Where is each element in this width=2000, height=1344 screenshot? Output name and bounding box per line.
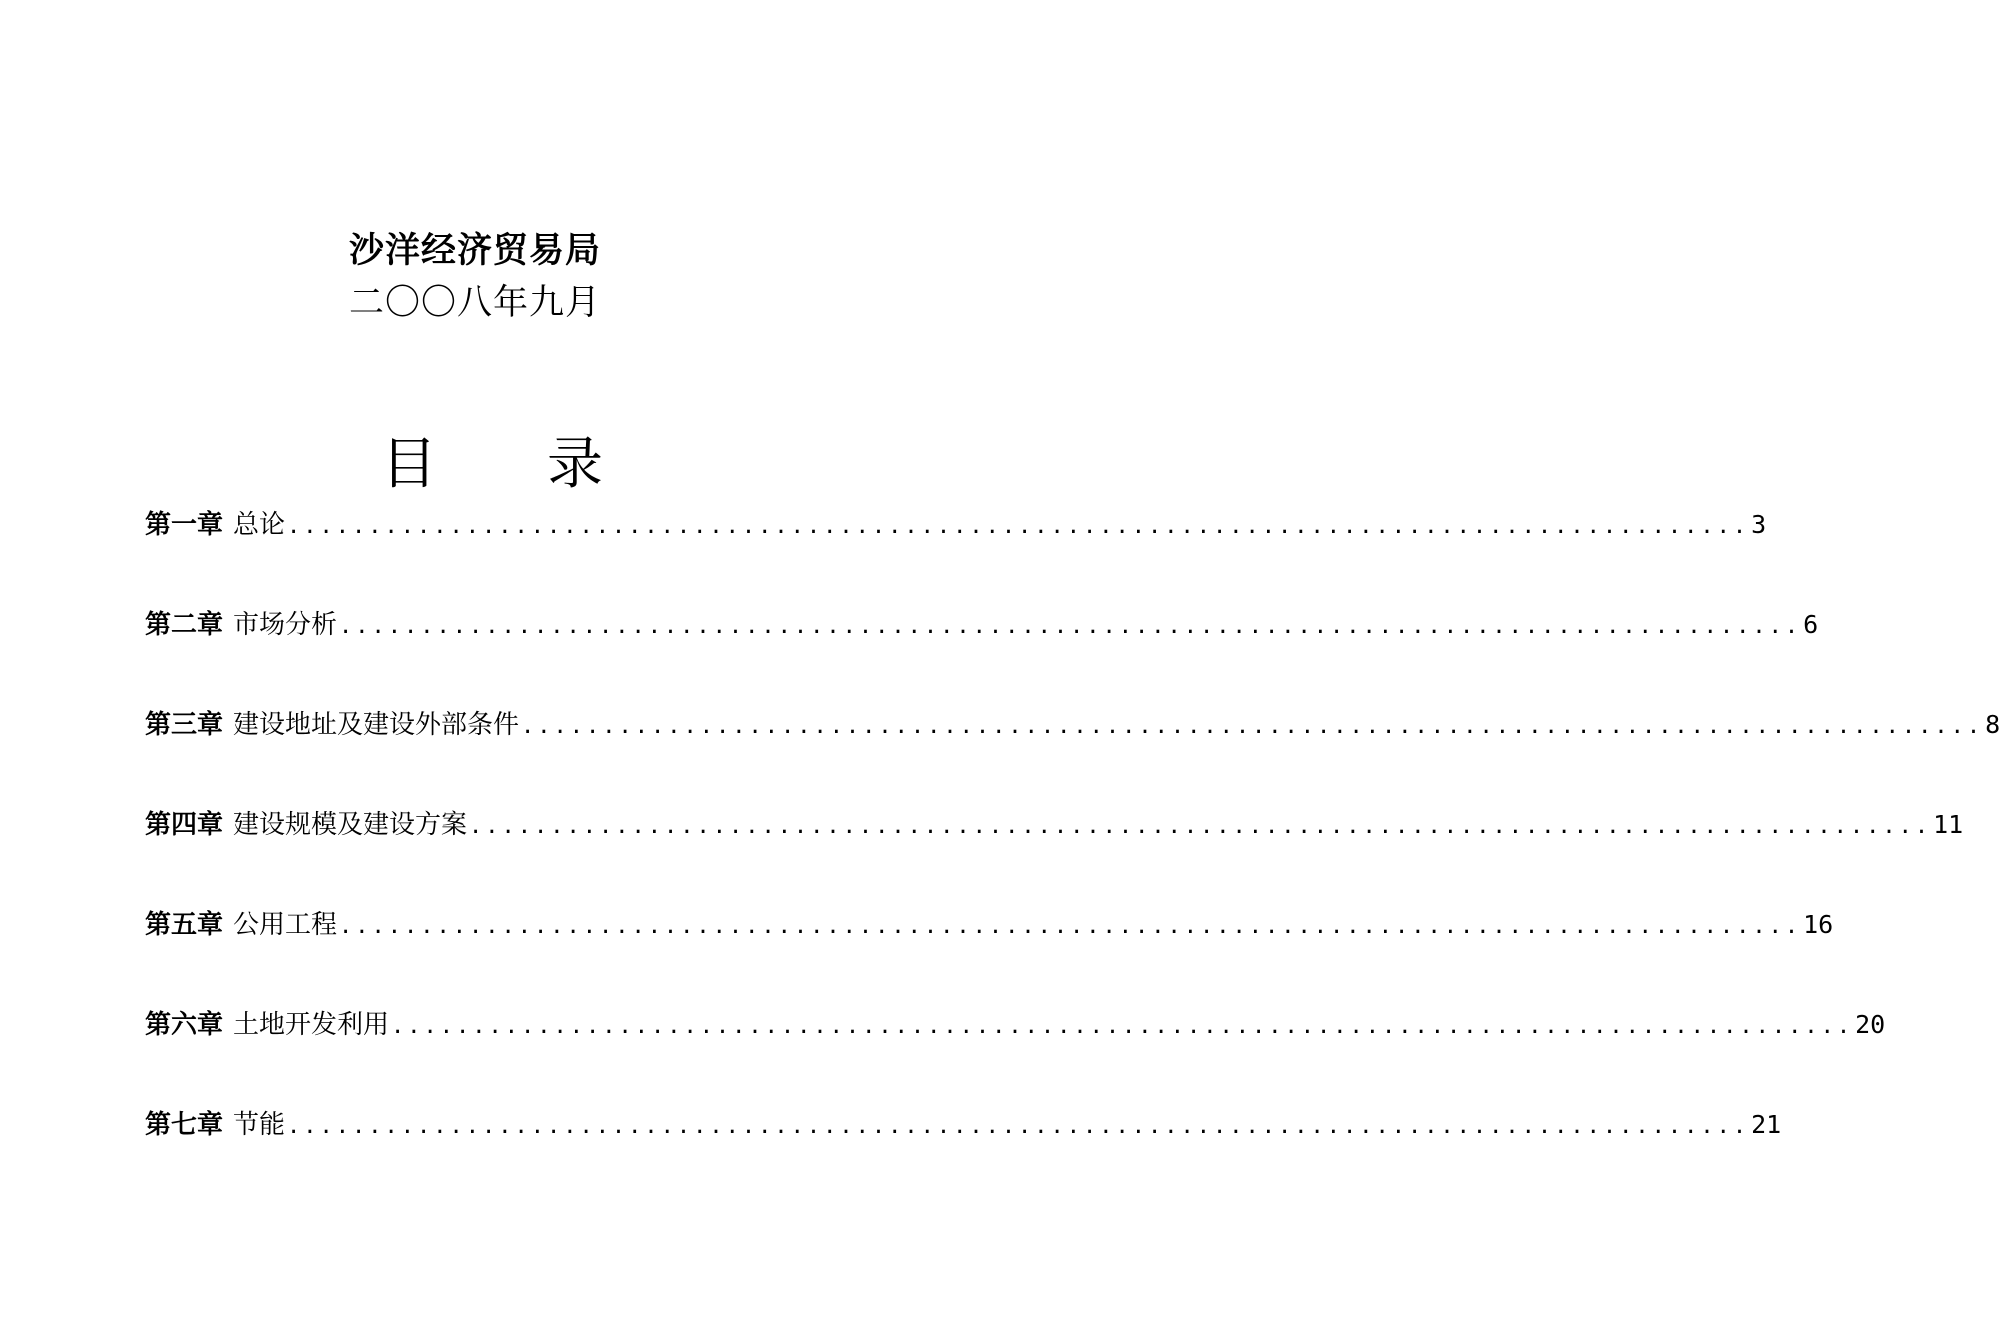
toc-chapter-number: 第四章 bbox=[145, 810, 224, 840]
toc-chapter-number: 第六章 bbox=[145, 1010, 224, 1040]
toc-chapter-number: 第一章 bbox=[145, 510, 224, 540]
toc-dot-leader: .......................................................................................... bbox=[469, 814, 1932, 839]
toc-entry-chapter-2[interactable] bbox=[145, 602, 1819, 702]
toc-dot-leader: .......................................................................................... bbox=[391, 1014, 1854, 1039]
toc-entry-chapter-1[interactable] bbox=[145, 502, 1767, 602]
toc-entry-chapter-7[interactable] bbox=[145, 1102, 1782, 1202]
toc-dot-leader: .......................................................................................... bbox=[521, 714, 1984, 739]
toc-chapter-title: 土地开发利用 bbox=[233, 1010, 390, 1040]
toc-page-number: 3 bbox=[1751, 510, 1767, 539]
toc-page-number: 21 bbox=[1751, 1110, 1782, 1139]
toc-entry-chapter-3[interactable] bbox=[145, 702, 2000, 802]
toc-entry-chapter-6[interactable] bbox=[145, 1002, 1886, 1102]
toc-page-number: 8 bbox=[1985, 710, 2000, 739]
toc-chapter-title: 建设规模及建设方案 bbox=[233, 810, 468, 840]
toc-chapter-title: 建设地址及建设外部条件 bbox=[233, 710, 520, 740]
toc-heading-second-char: 录 bbox=[547, 432, 603, 497]
toc-page-number: 11 bbox=[1933, 810, 1964, 839]
toc-dot-leader: .......................................................................................... bbox=[287, 1114, 1750, 1139]
toc-page-number: 16 bbox=[1803, 910, 1834, 939]
table-of-contents bbox=[145, 502, 2000, 1202]
toc-heading-first-char: 目 bbox=[381, 432, 437, 497]
document-date: 二〇〇八年九月 bbox=[348, 283, 601, 323]
toc-chapter-number: 第五章 bbox=[145, 910, 224, 940]
toc-chapter-number: 第七章 bbox=[145, 1110, 224, 1140]
toc-entry-chapter-5[interactable] bbox=[145, 902, 1834, 1002]
toc-page-number: 20 bbox=[1855, 1010, 1886, 1039]
toc-chapter-title: 市场分析 bbox=[233, 610, 338, 640]
toc-chapter-title: 节能 bbox=[233, 1110, 286, 1140]
toc-entry-chapter-4[interactable] bbox=[145, 802, 1964, 902]
toc-dot-leader: .......................................................................................... bbox=[339, 914, 1802, 939]
toc-dot-leader: .......................................................................................... bbox=[287, 514, 1750, 539]
organization-name: 沙洋经济贸易局 bbox=[348, 230, 601, 271]
toc-chapter-number: 第二章 bbox=[145, 610, 224, 640]
toc-dot-leader: .......................................................................................... bbox=[339, 614, 1802, 639]
toc-chapter-title: 总论 bbox=[233, 510, 286, 540]
toc-chapter-title: 公用工程 bbox=[233, 910, 338, 940]
toc-page-number: 6 bbox=[1803, 610, 1819, 639]
toc-chapter-number: 第三章 bbox=[145, 710, 224, 740]
